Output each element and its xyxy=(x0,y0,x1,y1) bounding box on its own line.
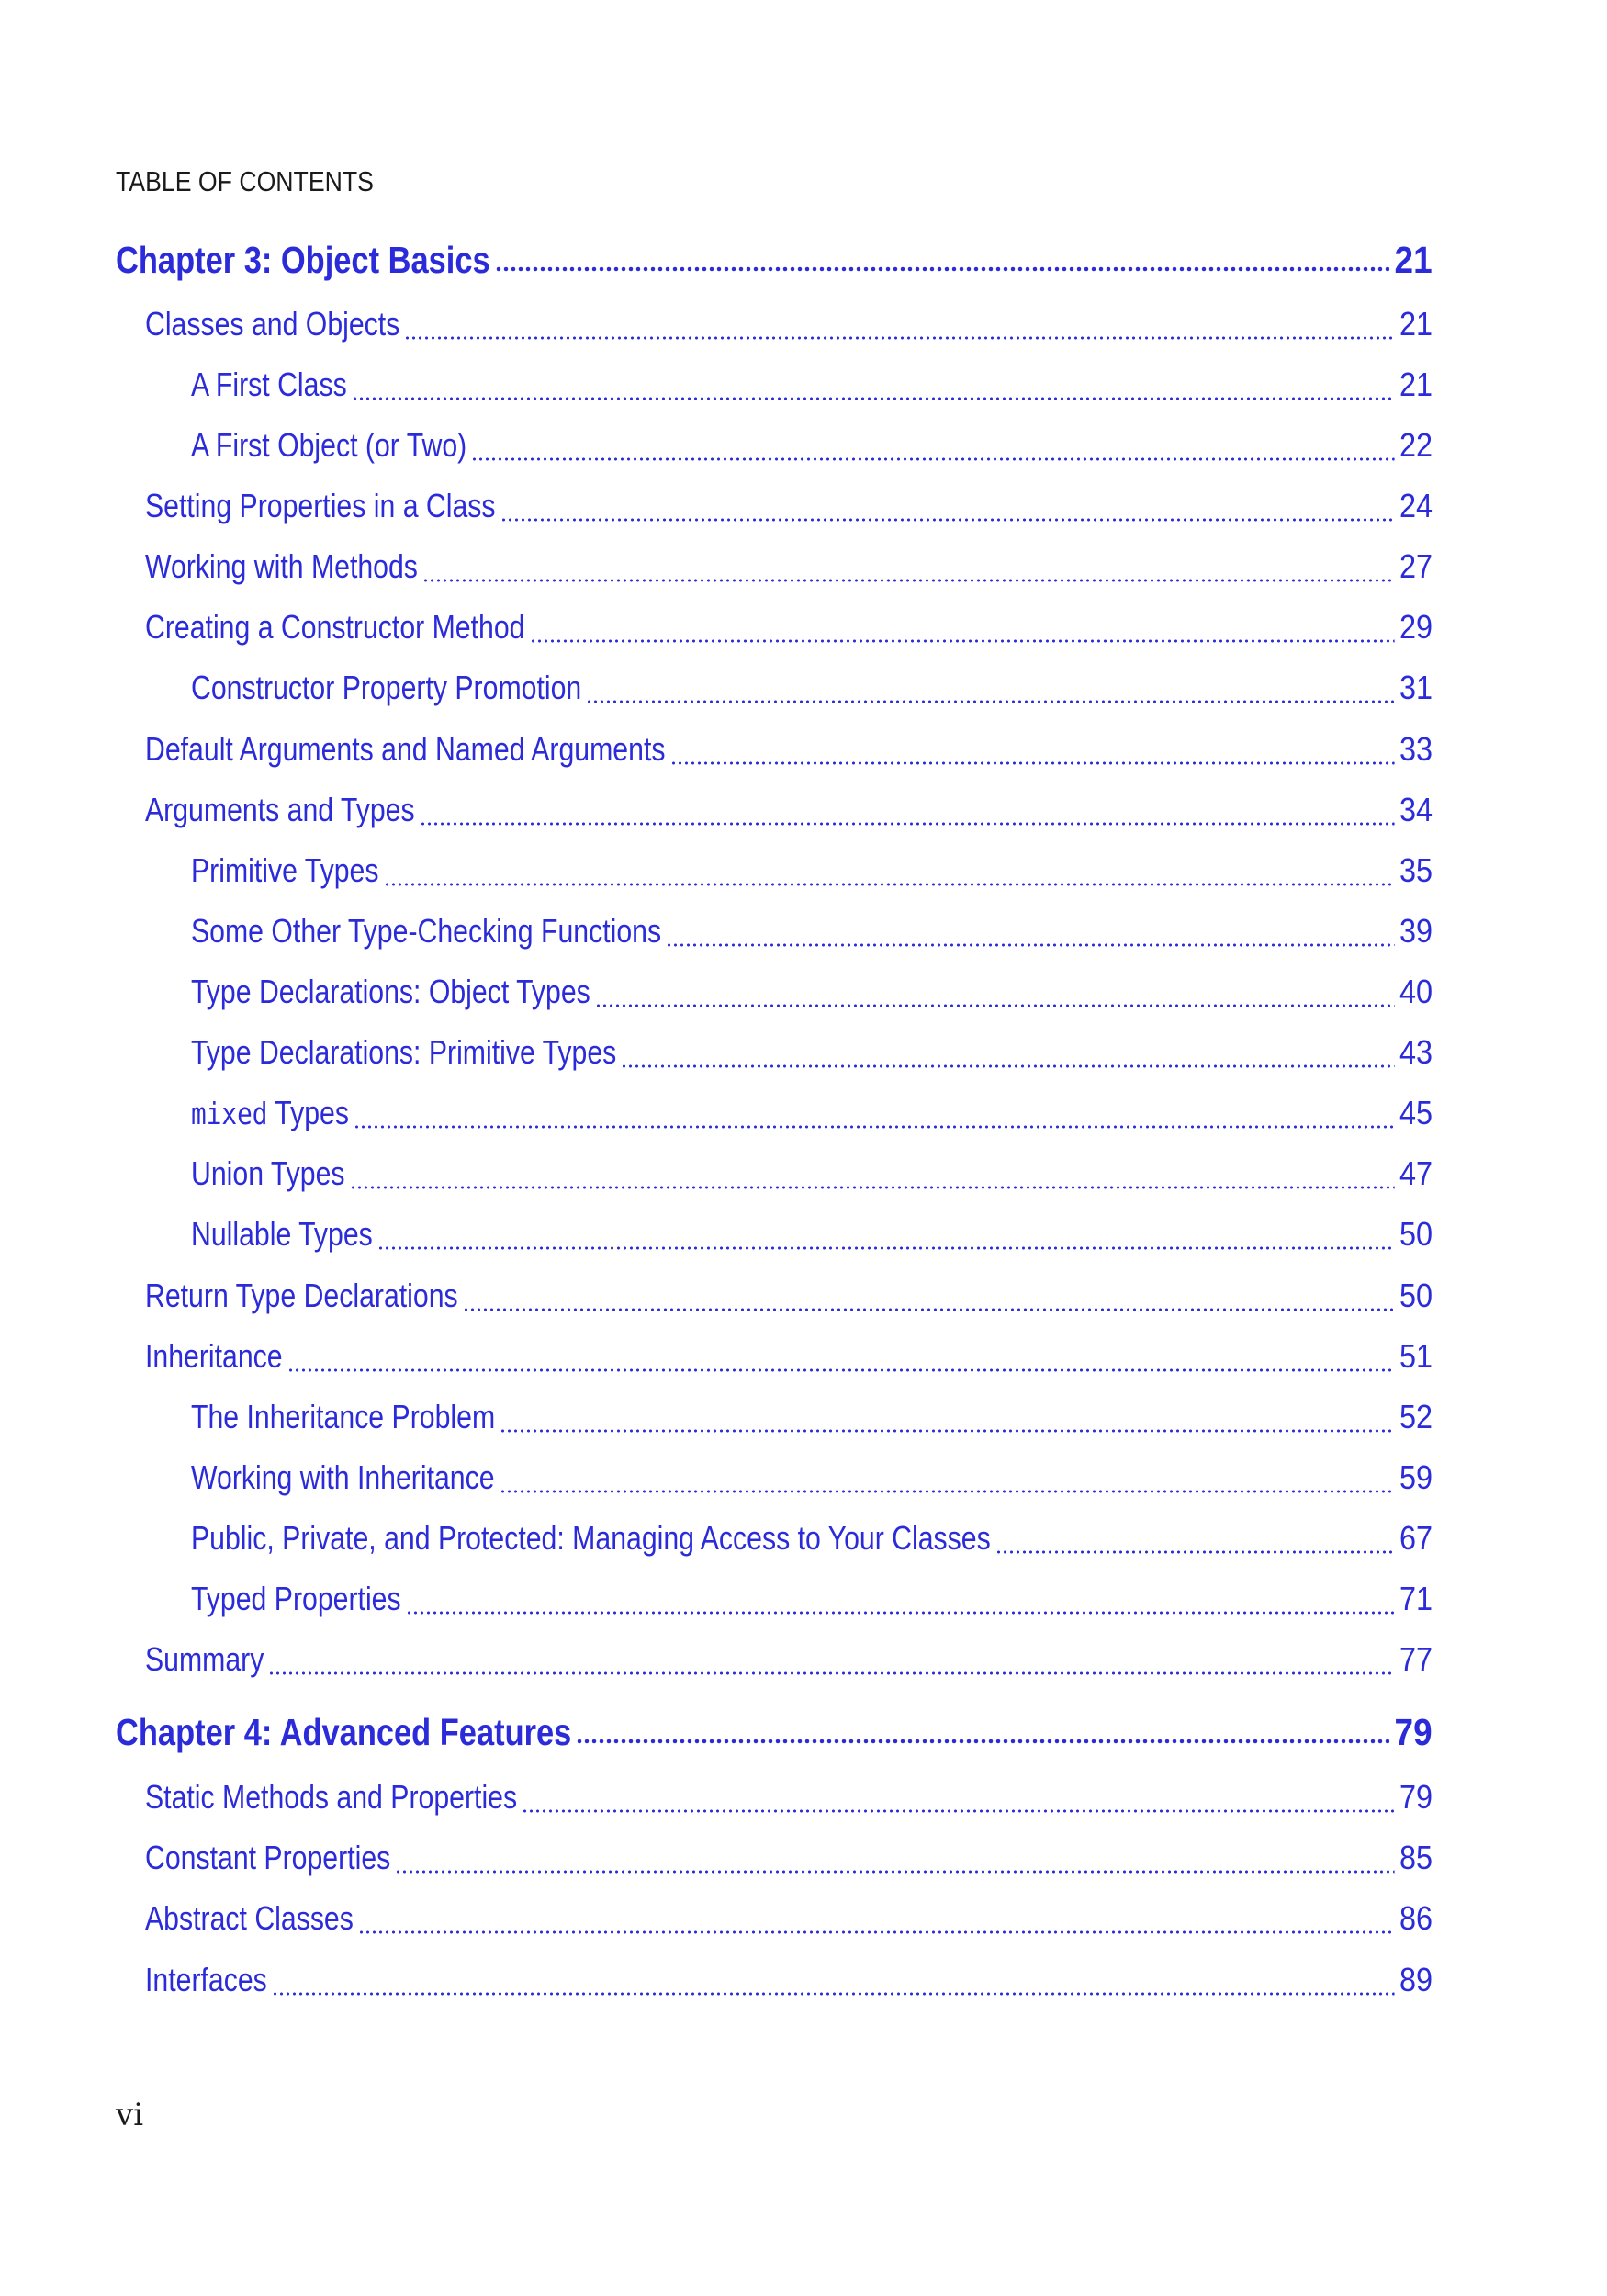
toc-entry-title-text: Classes and Objects xyxy=(145,305,400,343)
dot-leader xyxy=(287,1368,1395,1372)
toc-entry-page-number[interactable]: 39 xyxy=(1395,912,1433,951)
toc-entry[interactable] xyxy=(0,426,1607,472)
toc-entry[interactable] xyxy=(0,608,1607,654)
toc-entry-title[interactable] xyxy=(116,1711,576,1754)
dot-leader xyxy=(530,639,1395,643)
toc-entry-title[interactable] xyxy=(145,608,530,647)
dot-leader xyxy=(500,1429,1394,1433)
toc-entry-title[interactable] xyxy=(145,1277,463,1315)
toc-entry[interactable] xyxy=(0,366,1607,411)
toc-entry-title[interactable] xyxy=(191,1398,500,1436)
dot-leader xyxy=(500,1490,1395,1493)
toc-entry-page-number[interactable]: 50 xyxy=(1395,1277,1433,1315)
toc-entry-title[interactable] xyxy=(191,669,586,707)
toc-entry-title[interactable] xyxy=(191,1519,995,1558)
toc-entry-title[interactable] xyxy=(145,1778,522,1817)
toc-entry-page-number[interactable]: 85 xyxy=(1395,1839,1433,1877)
toc-entry-title-text: Nullable Types xyxy=(191,1215,373,1253)
dot-leader xyxy=(621,1064,1394,1068)
toc-entry-title-text: Default Arguments and Named Arguments xyxy=(145,730,666,768)
toc-chapter-entry[interactable] xyxy=(0,239,1607,285)
toc-entry[interactable] xyxy=(0,1519,1607,1565)
toc-entry-title[interactable] xyxy=(145,791,420,829)
toc-entry-page-number[interactable]: 50 xyxy=(1395,1215,1433,1254)
toc-entry-page-number[interactable]: 45 xyxy=(1395,1094,1433,1132)
toc-entry-title-text: Chapter 3: Object Basics xyxy=(116,239,490,281)
toc-entry[interactable] xyxy=(0,1580,1607,1626)
dot-leader xyxy=(395,1870,1394,1874)
toc-entry-page-number[interactable]: 40 xyxy=(1395,973,1433,1011)
toc-entry[interactable] xyxy=(0,973,1607,1019)
page-number: vi xyxy=(116,2097,144,2133)
toc-entry-title-text: Constant Properties xyxy=(145,1839,391,1876)
toc-entry-title-text: Arguments and Types xyxy=(145,791,415,828)
toc-entry-page-number[interactable]: 89 xyxy=(1395,1961,1433,1999)
toc-entry-title-text: Constructor Property Promotion xyxy=(191,669,582,706)
toc-entry-title-text: Return Type Declarations xyxy=(145,1277,458,1314)
toc-entry-title[interactable] xyxy=(145,305,404,343)
toc-entry-title-text: Summary xyxy=(145,1640,264,1678)
dot-leader xyxy=(586,700,1394,703)
toc-entry-title-text: Working with Methods xyxy=(145,547,418,585)
dot-leader xyxy=(471,457,1394,461)
dot-leader xyxy=(420,822,1395,826)
dot-leader xyxy=(272,1992,1395,1996)
toc-entry[interactable] xyxy=(0,1398,1607,1444)
toc-entry-title[interactable] xyxy=(191,1458,500,1497)
toc-entry-title[interactable] xyxy=(191,366,352,404)
dot-leader xyxy=(422,579,1395,582)
toc-entry-title-text: Public, Private, and Protected: Managing Access to Your Classes xyxy=(191,1519,991,1557)
dot-leader xyxy=(406,1611,1395,1615)
dot-leader xyxy=(358,1930,1395,1934)
toc-entry-page-number[interactable]: 79 xyxy=(1390,1711,1433,1754)
toc-entry[interactable] xyxy=(0,1215,1607,1261)
toc-entry[interactable] xyxy=(0,1277,1607,1322)
dot-leader xyxy=(595,1004,1395,1007)
toc-entry-page-number[interactable]: 79 xyxy=(1395,1778,1433,1817)
dot-leader xyxy=(666,943,1394,947)
toc-entry-page-number[interactable]: 29 xyxy=(1395,608,1433,647)
toc-entry-page-number[interactable]: 22 xyxy=(1395,426,1433,465)
toc-entry-title[interactable] xyxy=(145,1899,358,1938)
toc-entry[interactable] xyxy=(0,487,1607,533)
dot-leader xyxy=(384,883,1395,886)
toc-entry-title-text: Typed Properties xyxy=(191,1580,401,1617)
dot-leader xyxy=(463,1308,1395,1311)
toc-entry-page-number[interactable]: 24 xyxy=(1395,487,1433,525)
toc-entry[interactable] xyxy=(0,1337,1607,1383)
toc-entry[interactable] xyxy=(0,1033,1607,1079)
toc-entry-title[interactable] xyxy=(191,1154,350,1193)
toc-entry-title[interactable] xyxy=(145,1337,287,1376)
toc-entry-title[interactable] xyxy=(145,547,422,586)
dot-leader xyxy=(352,397,1395,400)
toc-entry-page-number[interactable]: 35 xyxy=(1395,851,1433,890)
toc-entry-code: mixed xyxy=(191,1096,268,1131)
toc-entry-title[interactable] xyxy=(191,912,666,951)
toc-entry-title-text: Union Types xyxy=(191,1154,345,1192)
toc-entry[interactable] xyxy=(0,1094,1607,1140)
toc-entry-title[interactable] xyxy=(145,1640,268,1679)
toc-entry-title-text: Some Other Type-Checking Functions xyxy=(191,912,662,950)
toc-entry-title-text: A First Object (or Two) xyxy=(191,426,467,464)
toc-entry-title-text: A First Class xyxy=(191,366,347,403)
toc-entry[interactable] xyxy=(0,1458,1607,1504)
toc-entry-title-text: Inheritance xyxy=(145,1337,283,1375)
toc-entry-page-number[interactable]: 27 xyxy=(1395,547,1433,586)
toc-entry[interactable] xyxy=(0,851,1607,897)
toc-entry-title-text: Chapter 4: Advanced Features xyxy=(116,1711,572,1753)
dot-leader xyxy=(576,1739,1389,1744)
toc-entry-page-number[interactable]: 21 xyxy=(1390,239,1433,282)
toc-entry-title-text: Types xyxy=(267,1094,349,1131)
toc-entry-page-number[interactable]: 34 xyxy=(1395,791,1433,829)
toc-entry-title[interactable] xyxy=(191,1033,621,1072)
toc-entry-title[interactable] xyxy=(191,973,595,1011)
toc-entry-page-number[interactable]: 59 xyxy=(1395,1458,1433,1497)
toc-entry-title[interactable] xyxy=(145,1961,272,1999)
dot-leader xyxy=(404,336,1394,340)
toc-entry[interactable] xyxy=(0,547,1607,593)
toc-entry-title-text: Abstract Classes xyxy=(145,1899,354,1937)
dot-leader xyxy=(995,1550,1395,1554)
toc-entry-title[interactable] xyxy=(191,426,471,465)
toc-chapter-entry[interactable] xyxy=(0,1711,1607,1757)
dot-leader xyxy=(350,1186,1395,1189)
dot-leader xyxy=(522,1809,1394,1813)
toc-entry-page-number[interactable]: 33 xyxy=(1395,730,1433,769)
dot-leader xyxy=(500,518,1395,522)
toc-entry-page-number[interactable]: 21 xyxy=(1395,305,1433,343)
toc-entry[interactable] xyxy=(0,1899,1607,1945)
running-head: TABLE OF CONTENTS xyxy=(116,165,374,197)
toc-entry-title[interactable] xyxy=(191,851,384,890)
toc-entry-page-number[interactable]: 71 xyxy=(1395,1580,1433,1618)
toc-entry-title-text: Static Methods and Properties xyxy=(145,1778,518,1816)
toc-entry-page-number[interactable]: 67 xyxy=(1395,1519,1433,1558)
toc-entry-title-text: Primitive Types xyxy=(191,851,379,889)
toc-entry-title[interactable] xyxy=(191,1215,377,1254)
dot-leader xyxy=(354,1125,1395,1129)
toc-entry-title[interactable] xyxy=(145,487,500,525)
toc-entry[interactable] xyxy=(0,1961,1607,2007)
toc-entry-page-number[interactable]: 47 xyxy=(1395,1154,1433,1193)
toc-entry-page-number[interactable]: 52 xyxy=(1395,1398,1433,1436)
toc-entry-title[interactable] xyxy=(145,1839,395,1877)
dot-leader xyxy=(495,266,1390,272)
toc-entry-title-text: Setting Properties in a Class xyxy=(145,487,496,524)
dot-leader xyxy=(268,1671,1394,1675)
toc-entry-title[interactable] xyxy=(191,1580,406,1618)
toc-entry-title[interactable] xyxy=(116,239,495,282)
toc-entry-title-text: The Inheritance Problem xyxy=(191,1398,496,1435)
toc-entry[interactable] xyxy=(0,305,1607,351)
toc-entry-title-text: Working with Inheritance xyxy=(191,1458,495,1496)
toc-entry[interactable] xyxy=(0,1839,1607,1885)
toc-entry[interactable] xyxy=(0,730,1607,776)
toc-entry-page-number[interactable]: 31 xyxy=(1395,669,1433,707)
toc-entry[interactable] xyxy=(0,669,1607,715)
toc-entry-page-number[interactable]: 51 xyxy=(1395,1337,1433,1376)
toc-entry[interactable] xyxy=(0,1154,1607,1200)
toc-entry-title-text: Creating a Constructor Method xyxy=(145,608,525,646)
toc-entry-page-number[interactable]: 77 xyxy=(1395,1640,1433,1679)
toc-entry-title[interactable] xyxy=(191,1094,354,1132)
toc-entry[interactable] xyxy=(0,1778,1607,1824)
toc-entry-title-text: Interfaces xyxy=(145,1961,267,1998)
toc-entry-title-text: Type Declarations: Primitive Types xyxy=(191,1033,617,1071)
toc-entry-title-text: Type Declarations: Object Types xyxy=(191,973,590,1010)
toc-entry-page-number[interactable]: 21 xyxy=(1395,366,1433,404)
toc-entry-title[interactable] xyxy=(145,730,670,769)
toc-entry-page-number[interactable]: 43 xyxy=(1395,1033,1433,1072)
toc-entry[interactable] xyxy=(0,791,1607,837)
toc-entry-page-number[interactable]: 86 xyxy=(1395,1899,1433,1938)
dot-leader xyxy=(670,761,1395,765)
toc-entry[interactable] xyxy=(0,1640,1607,1686)
toc-entry[interactable] xyxy=(0,912,1607,958)
dot-leader xyxy=(377,1246,1395,1250)
